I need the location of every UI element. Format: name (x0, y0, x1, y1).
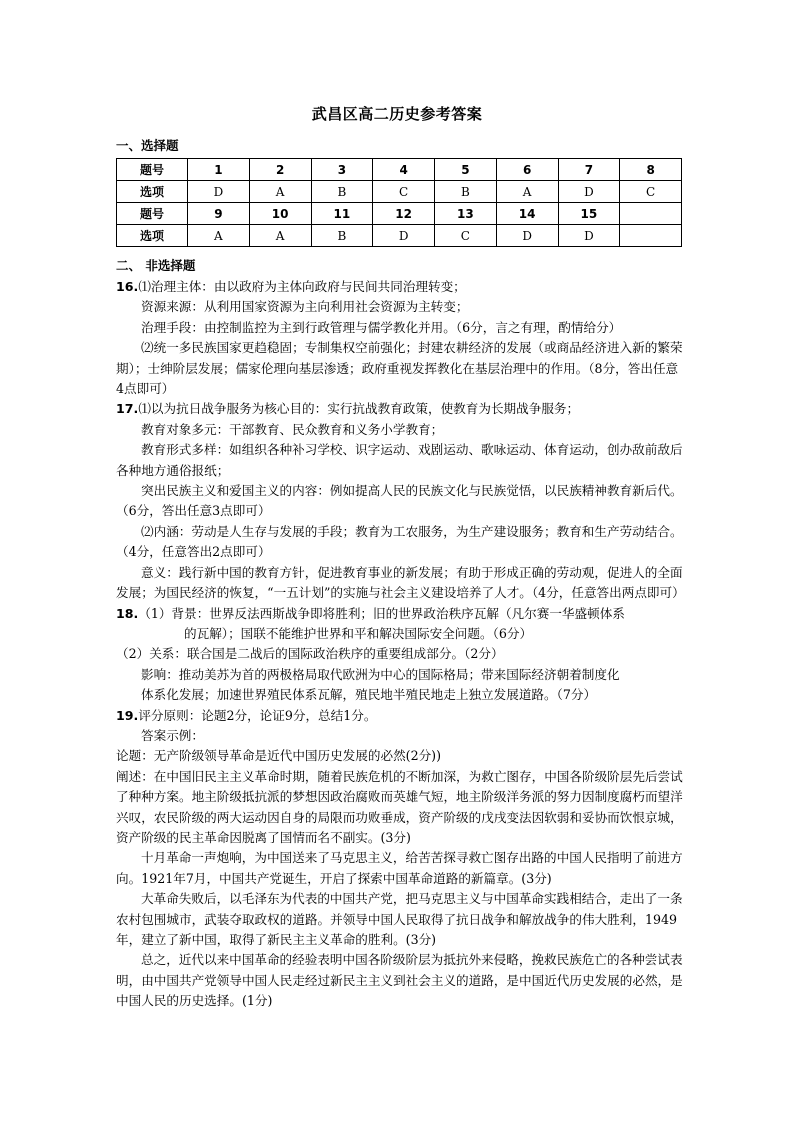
q16-line: ⑵统一多民族国家更趋稳固；专制集权空前强化；封建农耕经济的发展（或商品经济进入新的繁荣期）；士绅阶层发展；儒家伦理向基层渗透；政府重视发挥教化在基层治理中的作用。（8分，答出任意4点即可） (116, 340, 683, 397)
answers-body (116, 277, 686, 1012)
q16-line: 治理手段：由控制监控为主到行政管理与儒学教化并用。（6分，言之有理，酌情给分） (141, 319, 622, 335)
q17-line: 教育形式多样：如组织各种补习学校、识字运动、戏剧运动、歌咏运动、体育运动，创办敌前敌后各种地方通俗报纸； (116, 442, 683, 478)
q17-line: 17.⑴以为抗日战争服务为核心目的：实行抗战教育政策，使教育为长期战争服务； (116, 401, 580, 417)
q17-line: 突出民族主义和爱国主义的内容：例如提高人民的民族文化与民族觉悟，以民族精神教育新后代。（6分，答出任意3点即可） (116, 483, 683, 519)
table-cell: B (311, 181, 373, 203)
q19-line: 总之，近代以来中国革命的经验表明中国各阶级阶层为抵抗外来侵略，挽救民族危亡的各种尝试表明，由中国共产党领导中国人民走经过新民主主义到社会主义的道路，是中国近代历史发展的必然，是中国人民的历史选择。(1分) (116, 952, 683, 1009)
row-label: 选项 (117, 225, 188, 247)
table-cell: D (496, 225, 558, 247)
row-label: 题号 (117, 203, 188, 225)
table-cell: A (249, 225, 311, 247)
table-cell: C (373, 181, 435, 203)
table-cell: 2 (249, 159, 311, 181)
q18-line: 的瓦解）；国联不能维护世界和平和解决国际安全问题。（6分） (184, 625, 533, 641)
table-cell: A (249, 181, 311, 203)
page-title: 武昌区高二历史参考答案 (311, 105, 483, 123)
table-cell: B (435, 181, 497, 203)
question-number: 19. (116, 707, 139, 723)
q18-line: 影响：推动美苏为首的两极格局取代欧洲为中心的国际格局；带来国际经济朝着制度化 (141, 666, 620, 682)
q16-line: 资源来源：从利用国家资源为主向利用社会资源为主转变； (141, 299, 469, 315)
table-cell: 15 (558, 203, 620, 225)
q19-line: 阐述：在中国旧民主主义革命时期，随着民族危机的不断加深，为救亡图存，中国各阶级阶层先后尝试了种种方案。地主阶级抵抗派的梦想因政治腐败而英雄气短，地主阶级洋务派的努力因制度腐朽而望洋兴叹，农民阶级的两大运动因自身的局限而功败垂成，资产阶级的戊戌变法因软弱和妥协而饮恨京城，资产阶级的民主革命因脱离了国情而名不副实。(3分) (116, 768, 683, 845)
table-row (117, 181, 682, 203)
table-cell: 1 (188, 159, 250, 181)
table-cell: C (435, 225, 497, 247)
q18-line: 体系化发展；加速世界殖民体系瓦解，殖民地半殖民地走上独立发展道路。（7分） (141, 687, 597, 703)
answer-table (116, 158, 682, 247)
table-cell: 6 (496, 159, 558, 181)
q19-line: 论题：无产阶级领导革命是近代中国历史发展的必然(2分)) (116, 748, 442, 764)
table-cell: A (188, 225, 250, 247)
table-cell: A (496, 181, 558, 203)
q17-line: 意义：践行新中国的教育方针，促进教育事业的新发展；有助于形成正确的劳动观，促进人的全面发展；为国民经济的恢复，“一五计划”的实施与社会主义建设培养了人才。（4分，任意答出两点即可） (116, 564, 685, 601)
section-heading-open-questions: 二、 非选择题 (116, 258, 196, 273)
question-number: 17. (116, 401, 139, 417)
question-number: 16. (116, 279, 139, 294)
q19-line: 十月革命一声炮响，为中国送来了马克思主义，给苦苦探寻救亡图存出路的中国人民指明了前进方向。1921年7月，中国共产党诞生，开启了探索中国革命道路的新篇章。(3分) (116, 850, 683, 886)
row-label: 选项 (117, 181, 188, 203)
q17-line: 教育对象多元：干部教育、民众教育和义务小学教育； (141, 421, 444, 437)
section-heading-multiple-choice: 一、选择题 (116, 138, 179, 153)
table-cell: 8 (620, 159, 682, 181)
q18-line: （2）关系：联合国是二战后的国际政治秩序的重要组成部分。（2分） (116, 646, 504, 662)
table-cell: 5 (435, 159, 497, 181)
q19-line: 19.评分原则：论题2分，论证9分，总结1分。 (116, 707, 377, 723)
table-cell: 13 (435, 203, 497, 225)
question-number: 18. (116, 605, 139, 621)
table-cell: 9 (188, 203, 250, 225)
q16-line: 16.⑴治理主体：由以政府为主体向政府与民间共同治理转变； (116, 279, 466, 294)
table-cell: B (311, 225, 373, 247)
table-cell: D (188, 181, 250, 203)
q19-line: 答案示例： (141, 727, 204, 743)
table-cell: 7 (558, 159, 620, 181)
table-cell (620, 225, 682, 247)
table-cell: 3 (311, 159, 373, 181)
q17-line: ⑵内涵：劳动是人生存与发展的手段；教育为工农服务，为生产建设服务；教育和生产劳动结合。（4分，任意答出2点即可） (116, 523, 683, 560)
table-cell: 14 (496, 203, 558, 225)
row-label: 题号 (117, 159, 188, 181)
table-cell: 10 (249, 203, 311, 225)
table-row (117, 203, 682, 225)
table-cell: D (558, 181, 620, 203)
table-cell: D (373, 225, 435, 247)
table-row (117, 159, 682, 181)
table-cell (620, 203, 682, 225)
table-cell: D (558, 225, 620, 247)
table-cell: C (620, 181, 682, 203)
table-cell: 12 (373, 203, 435, 225)
q19-line: 大革命失败后，以毛泽东为代表的中国共产党，把马克思主义与中国革命实践相结合，走出了一条农村包围城市，武装夺取政权的道路。并领导中国人民取得了抗日战争和解放战争的伟大胜利，1949年，建立了新中国，取得了新民主主义革命的胜利。(3分) (116, 891, 683, 947)
table-row (117, 225, 682, 247)
table-cell: 11 (311, 203, 373, 225)
q18-line: 18.（1）背景：世界反法西斯战争即将胜利；旧的世界政治秩序瓦解（凡尔赛一华盛顿体系 (116, 605, 625, 621)
table-cell: 4 (373, 159, 435, 181)
